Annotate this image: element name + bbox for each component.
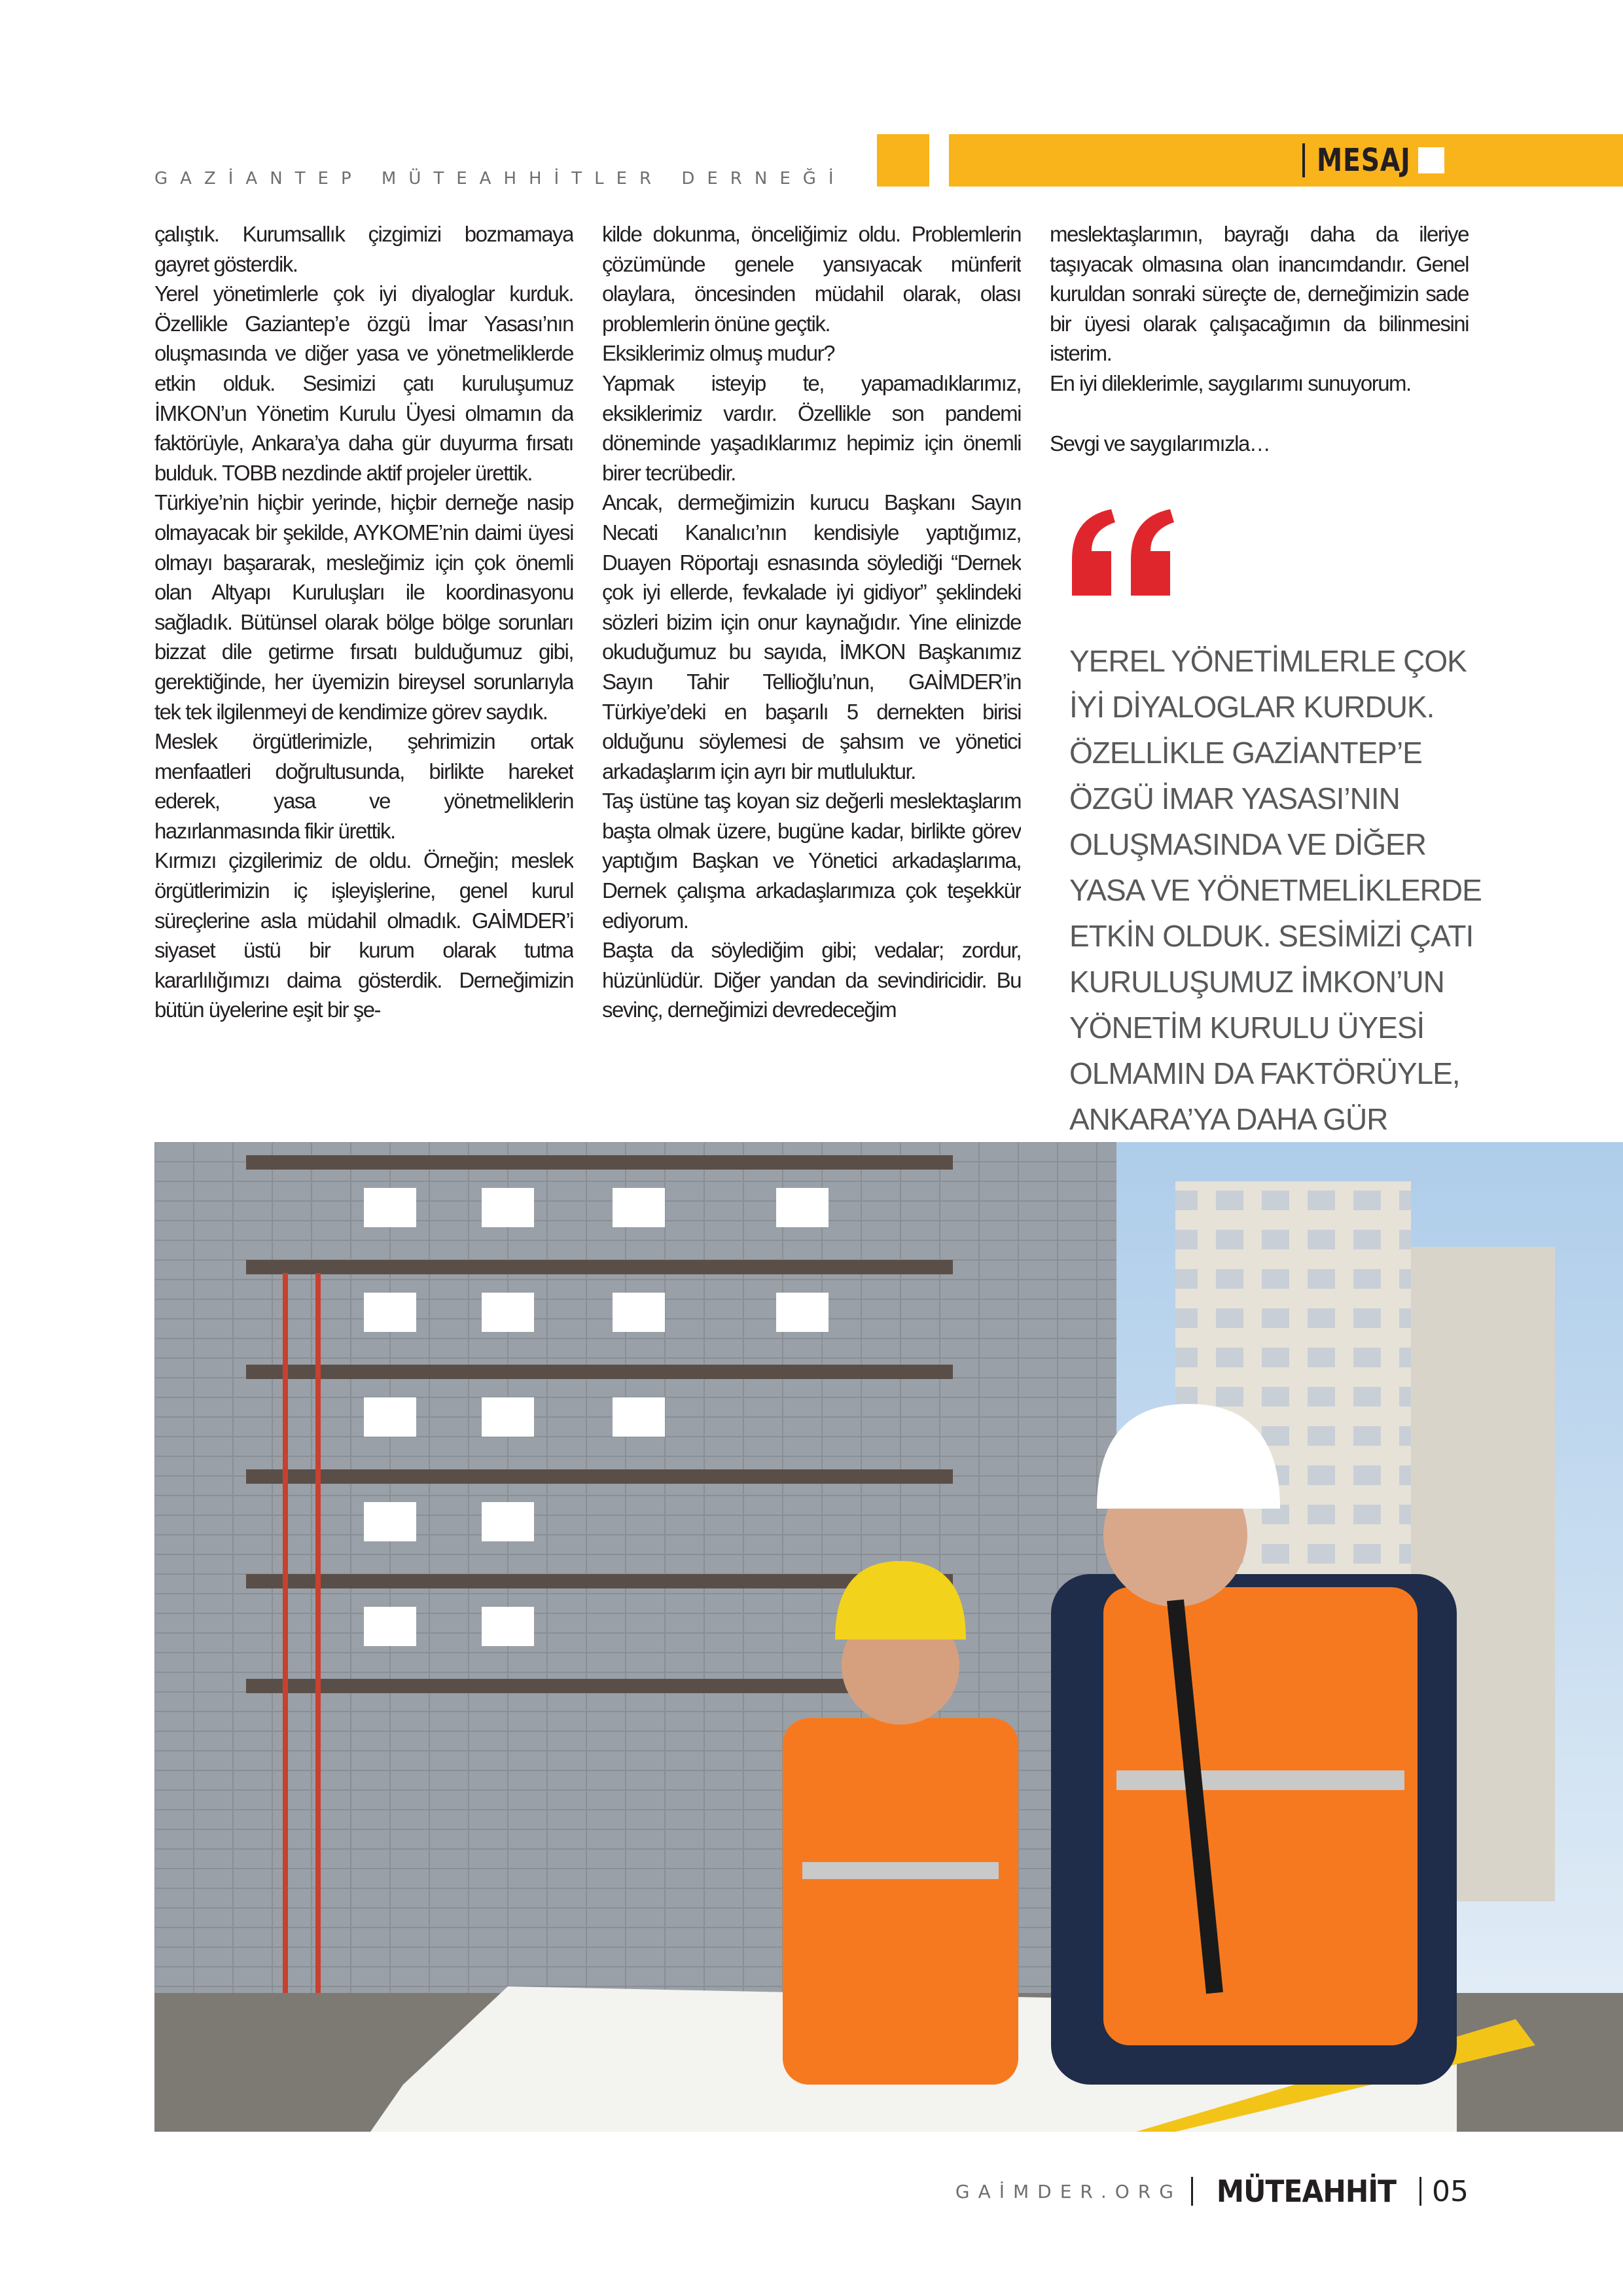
paragraph: çalıştık. Kurumsallık çizgimizi bozmamaya gayret gösterdik. (154, 222, 573, 276)
paragraph: Başta da söylediğim gibi; vedalar; zordur, hüzünlüdür. Diğer yandan da sevindiricidir. Bu sevinç, derneğimizi devredeceğim (602, 938, 1021, 1022)
paragraph: Yapmak isteyip te, yapamadıklarımız, eksiklerimiz vardır. Özellikle son pandemi döneminde yaşadıklarımız hepimiz için önemli birer tecrübedir. (602, 370, 1021, 485)
footer-site: GAİMDER.ORG (955, 2180, 1182, 2202)
paragraph: Eksiklerimiz olmuş mudur? (602, 341, 834, 366)
header-accent-block (877, 134, 929, 187)
footer-magazine-logo: MÜTEAHHİT (1216, 2174, 1397, 2209)
section-divider (1302, 143, 1305, 177)
section-tag (1302, 134, 1444, 187)
footer (955, 2172, 1469, 2211)
section-label: MESAJ (1317, 142, 1411, 179)
paragraph: Kırmızı çizgilerimiz de oldu. Örneğin; meslek örgütlerimizin iç işleyişlerine, genel kurul süreçlerine asla müdahil olmadık. GAİMDER’i siyaset üstü bir kurum olarak tutma kararlılığımızı daima gösterdik. Derneğimizin bütün üyelerine eşit bir şe- (154, 848, 573, 1022)
paragraph: Yerel yönetimlerle çok iyi diyaloglar kurduk. Özellikle Gaziantep’e özgü İmar Yasası’nın oluşmasında ve diğer yasa ve yönetmeliklerde etkin olduk. Sesimizi çatı kuruluşumuz İMKON’un Yönetim Kurulu Üyesi olmamın da faktörüyle, Ankara’ya daha gür duyurma fırsatı bulduk. TOBB nezdinde aktif projeler ürettik. (154, 281, 573, 485)
page-number: 05 (1432, 2174, 1469, 2208)
header-org-name: GAZİANTEP MÜTEAHHİTLER DERNEĞİ (154, 169, 846, 188)
construction-photo (154, 1142, 1623, 2132)
quotation-mark-icon (1065, 504, 1177, 605)
paragraph: meslektaşlarımın, bayrağı daha da ileriye taşıyacak olmasına olan inancımdandır. Genel kuruldan sonraki süreçte de, derneğimizin sade bir üyesi olarak çalışacağımın da bilinmesini isterim. (1050, 222, 1469, 366)
footer-divider (1191, 2177, 1193, 2206)
header-accent-bar (949, 134, 1623, 187)
paragraph: Taş üstüne taş koyan siz değerli meslektaşlarım başta olmak üzere, bugüne kadar, birlikte görev yaptığım Başkan ve Yönetici arkadaşlarıma, Dernek çalışma arkadaşlarımıza çok teşekkür ediyorum. (602, 789, 1021, 933)
paragraph: En iyi dileklerimle, saygılarımı sunuyorum. (1050, 370, 1411, 395)
pull-quote: YEREL YÖNETİMLERLE ÇOK İYİ DİYALOGLAR KURDUK. ÖZELLİKLE GAZİANTEP’E ÖZGÜ İMAR YASASI’NIN OLUŞMASINDA VE DİĞER YASA VE YÖNETMELİKLERDE ETKİN OLDUK. SESİMİZİ ÇATI KURULUŞUMUZ İMKON’UN YÖNETİM KURULU ÜYESİ OLMAMIN DA FAKTÖRÜYLE, ANKARA’YA DAHA GÜR (1069, 644, 1482, 1136)
closing-line: Sevgi ve saygılarımızla… (1050, 431, 1270, 456)
paragraph: kilde dokunma, önceliğimiz oldu. Problemlerin çözümünde genele yansıyacak münferit olaylara, öncesinden müdahil olarak, olası problemlerin önüne geçtik. (602, 222, 1021, 336)
paragraph: Türkiye’nin hiçbir yerinde, hiçbir derneğe nasip olmayacak bir şekilde, AYKOME’nin daimi üyesi olmayı başararak, mesleğimiz için çok önemli olan Altyapı Kuruluşları ile koordinasyonu sağladık. Bütünsel olarak bölge bölge sorunları bizzat dile getirme fırsatı bulduğumuz gibi, gerektiğinde, her üyemizin bireysel sorunlarıyla tek tek ilgilenmeyi de kendimize görev saydık. (154, 490, 573, 724)
body-column-2 (602, 219, 1021, 1096)
paragraph: Ancak, dermeğimizin kurucu Başkanı Sayın Necati Kanalıcı’nın kendisiyle yaptığımız, Duayen Röportajı esnasında söylediği “Dernek çok iyi ellerde, fevkalade iyi gidiyor” şeklindeki sözleri bizim için onur kaynağıdır. Yine elinizde okuduğumuz bu sayıda, İMKON Başkanımız Sayın Tahir Tellioğlu’nun, GAİMDER’in Türkiye’deki en başarılı 5 dernekten birisi olduğunu söylemesi de şahsım ve yönetici arkadaşlarım için ayrı bir mutluluktur. (602, 490, 1021, 783)
footer-divider (1419, 2177, 1421, 2206)
paragraph: Meslek örgütlerimizle, şehrimizin ortak menfaatleri doğrultusunda, birlikte hareket ederek, yasa ve yönetmeliklerin hazırlanmasında fikir ürettik. (154, 729, 573, 843)
body-column-1 (154, 219, 573, 1096)
section-square-icon (1418, 147, 1444, 173)
